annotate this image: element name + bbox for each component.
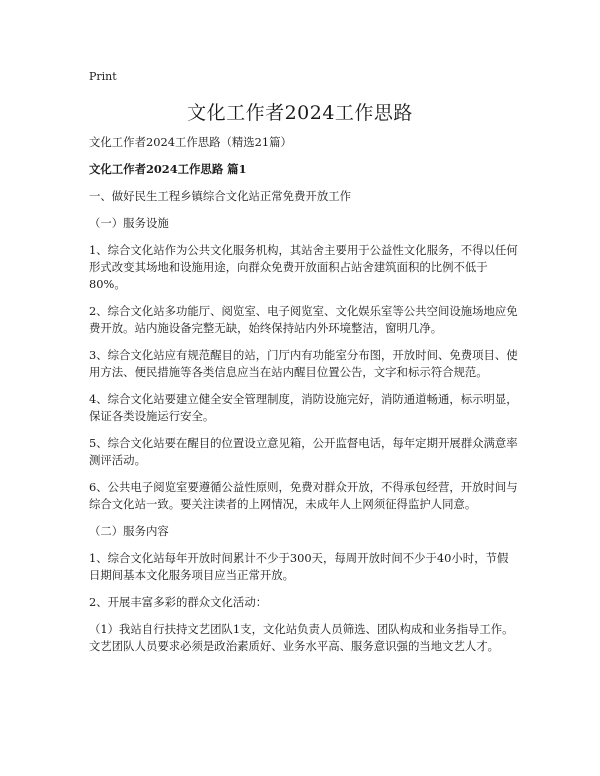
paragraph: 6、公共电子阅览室要遵循公益性原则，免费对群众开放，不得承包经营，开放时间与综合文化站一致。要关注读者的上网情况，未成年人上网须征得监护人同意。 xyxy=(89,480,518,511)
section-heading: 文化工作者2024工作思路 篇1 xyxy=(89,162,247,176)
document-title: 文化工作者2024工作思路 xyxy=(187,102,413,124)
paragraph: 1、综合文化站作为公共文化服务机构，其站舍主要用于公益性文化服务，不得以任何形式改变其场地和设施用途，向群众免费开放面积占站舍建筑面积的比例不低于80%。 xyxy=(89,243,518,291)
paragraph: 一、做好民生工程乡镇综合文化站正常免费开放工作 xyxy=(89,189,351,203)
paragraph: 1、综合文化站每年开放时间累计不少于300天，每周开放时间不少于40小时，节假日期间基本文化服务项目应当正常开放。 xyxy=(89,551,509,582)
paragraph: 2、开展丰富多彩的群众文化活动： xyxy=(89,595,268,609)
paragraph: 3、综合文化站应有规范醒目的站，门厅内有功能室分布图，开放时间、免费项目、使用方法、便民措施等各类信息应当在站内醒目位置公告，文字和标示符合规范。 xyxy=(89,348,518,379)
print-link[interactable]: Print xyxy=(89,70,117,83)
paragraph: 2、综合文化站多功能厅、阅览室、电子阅览室、文化娱乐室等公共空间设施场地应免费开放。站内施设备完整无缺，始终保持站内外环境整洁，窗明几净。 xyxy=(89,304,518,335)
paragraph: （二）服务内容 xyxy=(89,524,169,538)
document-subtitle: 文化工作者2024工作思路（精选21篇） xyxy=(89,135,292,149)
paragraph: 4、综合文化站要建立健全安全管理制度，消防设施完好，消防通道畅通，标示明显，保证各类设施运行安全。 xyxy=(89,392,518,423)
document-body xyxy=(89,134,519,665)
paragraph: 5、综合文化站要在醒目的位置设立意见箱，公开监督电话，每年定期开展群众满意率测评活动。 xyxy=(89,436,518,467)
paragraph: （一）服务设施 xyxy=(89,216,169,230)
paragraph: （1）我站自行扶持文艺团队1支，文化站负责人员筛选、团队构成和业务指导工作。文艺团队人员要求必须是政治素质好、业务水平高、服务意识强的当地文艺人才。 xyxy=(89,622,514,653)
